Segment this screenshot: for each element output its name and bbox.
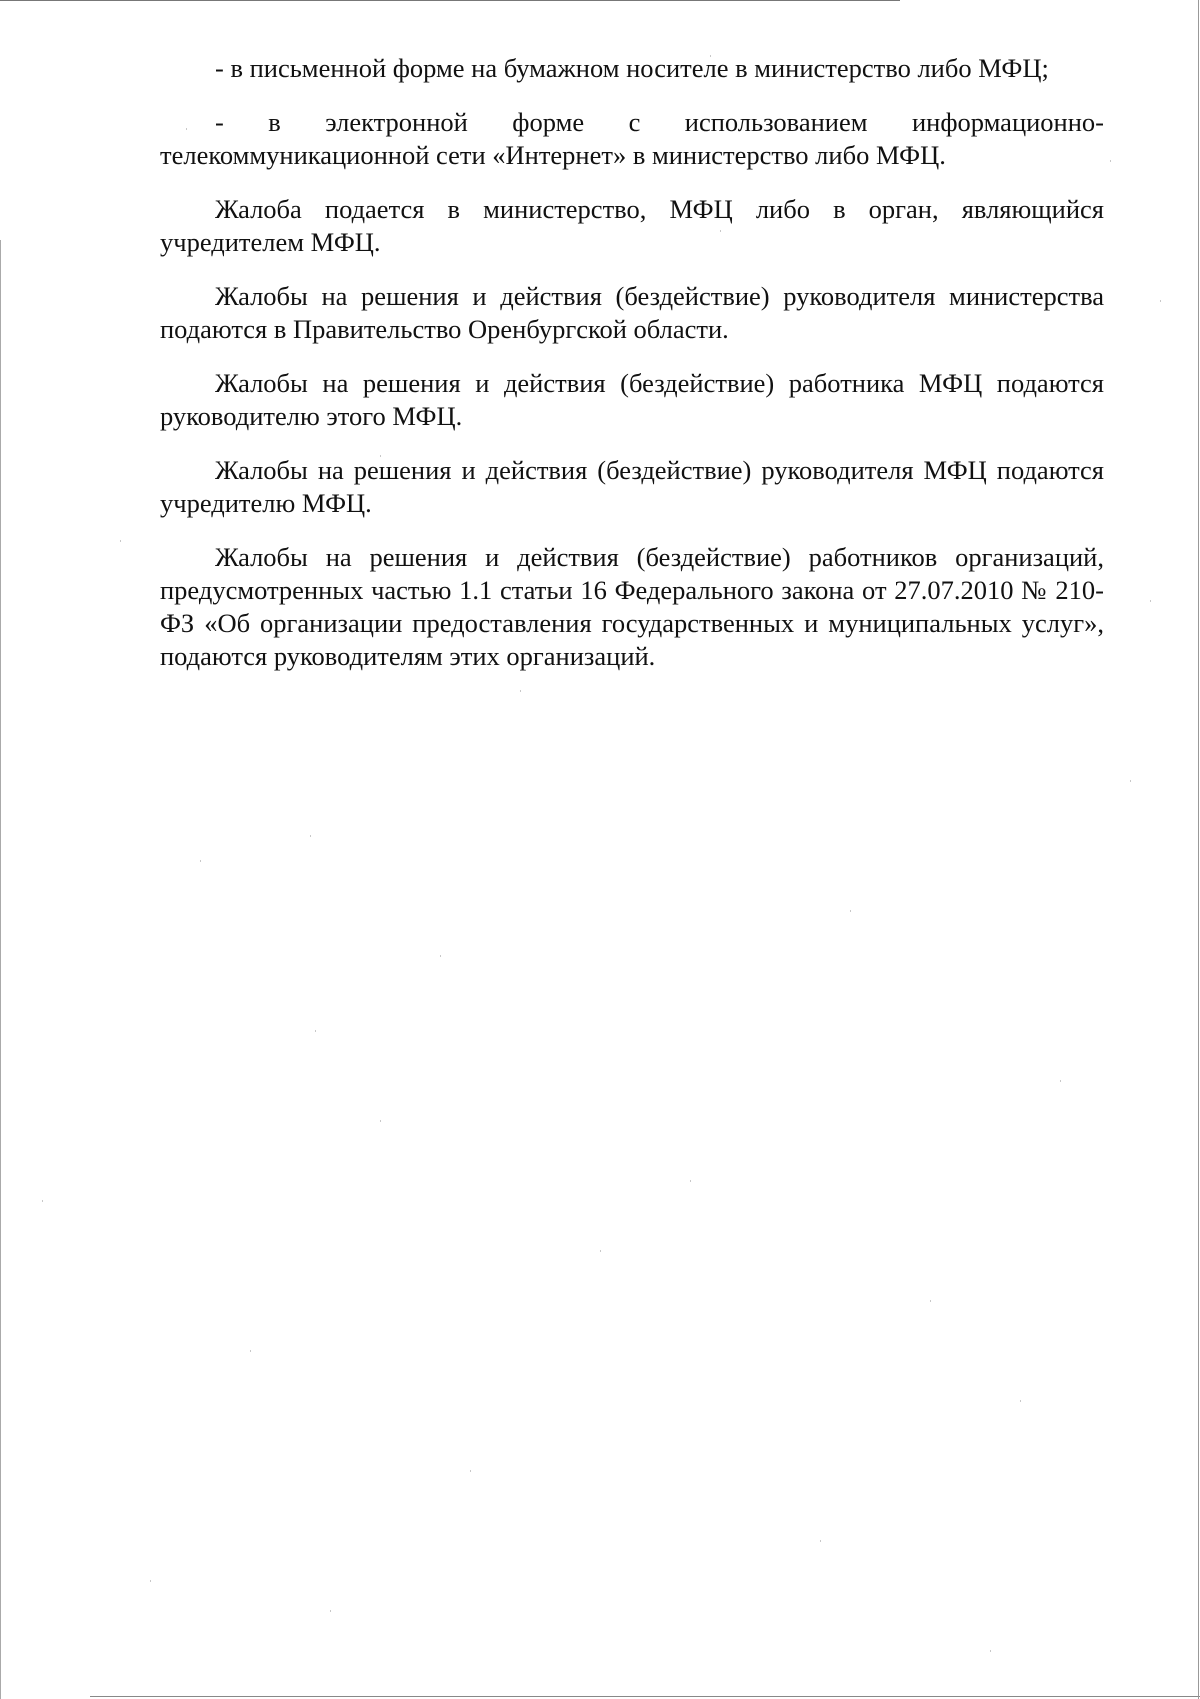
paragraph-complaint-filing: Жалоба подается в министерство, МФЦ либо в орган, являющийся учредителем МФЦ. [160, 194, 1104, 257]
paragraph-mfc-employee-complaints: Жалобы на решения и действия (бездействие) работника МФЦ подаются руководителю этого МФЦ. [160, 368, 1104, 431]
document-body [160, 52, 1104, 694]
paragraph-organization-complaints: Жалобы на решения и действия (бездействие) работников организаций, предусмотренных частью 1.1 статьи 16 Федерального закона от 27.07.2010 № 210-ФЗ «Об организации предоставления государственных и муниципальных услуг», подаются руководителям этих организаций. [160, 542, 1104, 671]
page-edge-top [0, 0, 900, 1]
page-edge-right [1198, 0, 1199, 1699]
paragraph-ministry-head-complaints: Жалобы на решения и действия (бездействие) руководителя министерства подаются в Правительство Оренбургской области. [160, 281, 1104, 344]
paragraph-mfc-head-complaints: Жалобы на решения и действия (бездействие) руководителя МФЦ подаются учредителю МФЦ. [160, 455, 1104, 518]
paragraph-electronic-form: - в электронной форме с использованием информационно-телекоммуникационной сети «Интернет» в министерство либо МФЦ. [160, 107, 1104, 170]
paragraph-paper-form: - в письменной форме на бумажном носителе в министерство либо МФЦ; [215, 53, 1049, 83]
page-edge-bottom [90, 1696, 1200, 1697]
page-edge-left [0, 240, 1, 1699]
